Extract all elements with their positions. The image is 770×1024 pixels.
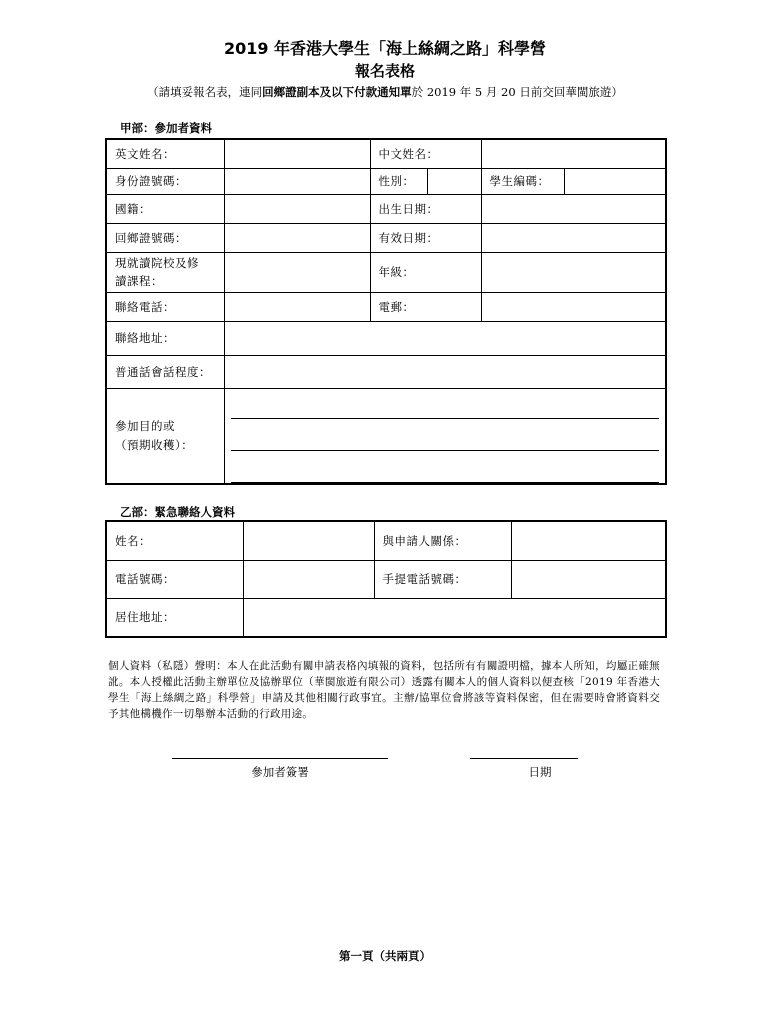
instruction-text-post: 於 2019 年 5 月 20 日前交回華閩旅遊） bbox=[411, 85, 623, 99]
form-title: 2019 年香港大學生「海上絲綢之路」科學營 bbox=[223, 39, 547, 58]
relationship-label: 與申請人關係： bbox=[374, 521, 511, 560]
student-number-field[interactable] bbox=[564, 168, 666, 194]
address-label: 聯絡地址： bbox=[106, 321, 224, 355]
id-number-field[interactable] bbox=[224, 168, 370, 194]
phone-label: 聯絡電話： bbox=[106, 292, 224, 321]
chinese-name-label: 中文姓名： bbox=[370, 139, 481, 168]
date-signature-line[interactable] bbox=[470, 758, 578, 759]
nationality-label: 國籍： bbox=[106, 194, 224, 223]
contact-phone-field[interactable] bbox=[243, 560, 374, 598]
contact-name-label: 姓名： bbox=[106, 521, 243, 560]
address-field[interactable] bbox=[224, 321, 666, 355]
form-subtitle: 報名表格 bbox=[354, 62, 415, 80]
instruction-text-pre: （請填妥報名表，連同 bbox=[147, 85, 263, 99]
mandarin-level-label: 普通話會話程度： bbox=[106, 355, 224, 388]
purpose-line-1 bbox=[231, 389, 660, 419]
instruction-text-bold: 回鄉證副本及以下付款通知單 bbox=[262, 85, 412, 99]
home-return-permit-field[interactable] bbox=[224, 223, 370, 252]
residential-address-label: 居住地址： bbox=[106, 598, 243, 637]
date-label: 日期 bbox=[528, 765, 552, 779]
participant-signature-label: 參加者簽署 bbox=[251, 765, 309, 779]
school-course-label-line1: 現就讀院校及修 bbox=[115, 256, 199, 270]
mobile-number-label: 手提電話號碼： bbox=[374, 560, 511, 598]
grade-label: 年級： bbox=[370, 252, 481, 292]
id-number-label: 身份證號碼： bbox=[106, 168, 224, 194]
purpose-field[interactable] bbox=[224, 388, 666, 484]
english-name-label: 英文姓名： bbox=[106, 139, 224, 168]
relationship-field[interactable] bbox=[511, 521, 666, 560]
chinese-name-field[interactable] bbox=[481, 139, 666, 168]
nationality-field[interactable] bbox=[224, 194, 370, 223]
email-field[interactable] bbox=[481, 292, 666, 321]
privacy-notice: 個人資料（私隱）聲明：本人在此活動有關申請表格內填報的資料，包括所有有關證明檔，據本人所知，均屬正確無訛。本人授權此活動主辦單位及協辦單位（華閩旅遊有限公司）透露有關本人的個人資料以便查核「2019 年香港大學生「海上絲綢之路」科學營」申請及其他相關行政事宜。主辦/協單位會將該等資料保密，但在需要時會將資料交予其他構機作一切舉辦本活動的行政用途。 bbox=[108, 660, 660, 720]
gender-field[interactable] bbox=[427, 168, 481, 194]
school-course-label-line2: 讀課程： bbox=[115, 274, 163, 288]
home-return-permit-label: 回鄉證號碼： bbox=[106, 223, 224, 252]
school-course-label bbox=[106, 252, 224, 292]
valid-date-field[interactable] bbox=[481, 223, 666, 252]
purpose-line-3 bbox=[231, 451, 660, 483]
section-a-heading: 甲部：參加者資料 bbox=[120, 121, 212, 135]
submission-instruction bbox=[0, 84, 770, 100]
school-course-field[interactable] bbox=[224, 252, 370, 292]
emergency-contact-table bbox=[105, 520, 667, 638]
gender-label: 性別： bbox=[370, 168, 427, 194]
residential-address-field[interactable] bbox=[243, 598, 666, 637]
purpose-label-line1: 參加目的或 bbox=[115, 418, 175, 433]
page-number: 第一頁（共兩頁） bbox=[339, 949, 431, 963]
purpose-line-2 bbox=[231, 419, 660, 451]
participant-info-table bbox=[105, 138, 667, 485]
english-name-field[interactable] bbox=[224, 139, 370, 168]
contact-phone-label: 電話號碼： bbox=[106, 560, 243, 598]
birth-date-field[interactable] bbox=[481, 194, 666, 223]
valid-date-label: 有效日期： bbox=[370, 223, 481, 252]
student-number-label: 學生編碼： bbox=[481, 168, 564, 194]
grade-field[interactable] bbox=[481, 252, 666, 292]
contact-name-field[interactable] bbox=[243, 521, 374, 560]
purpose-label-line2: （預期收穫）： bbox=[115, 437, 194, 452]
participant-signature-line[interactable] bbox=[172, 758, 388, 759]
purpose-label bbox=[106, 388, 224, 484]
mobile-number-field[interactable] bbox=[511, 560, 666, 598]
phone-field[interactable] bbox=[224, 292, 370, 321]
birth-date-label: 出生日期： bbox=[370, 194, 481, 223]
section-b-heading: 乙部：緊急聯絡人資料 bbox=[120, 505, 235, 519]
mandarin-level-field[interactable] bbox=[224, 355, 666, 388]
email-label: 電郵： bbox=[370, 292, 481, 321]
